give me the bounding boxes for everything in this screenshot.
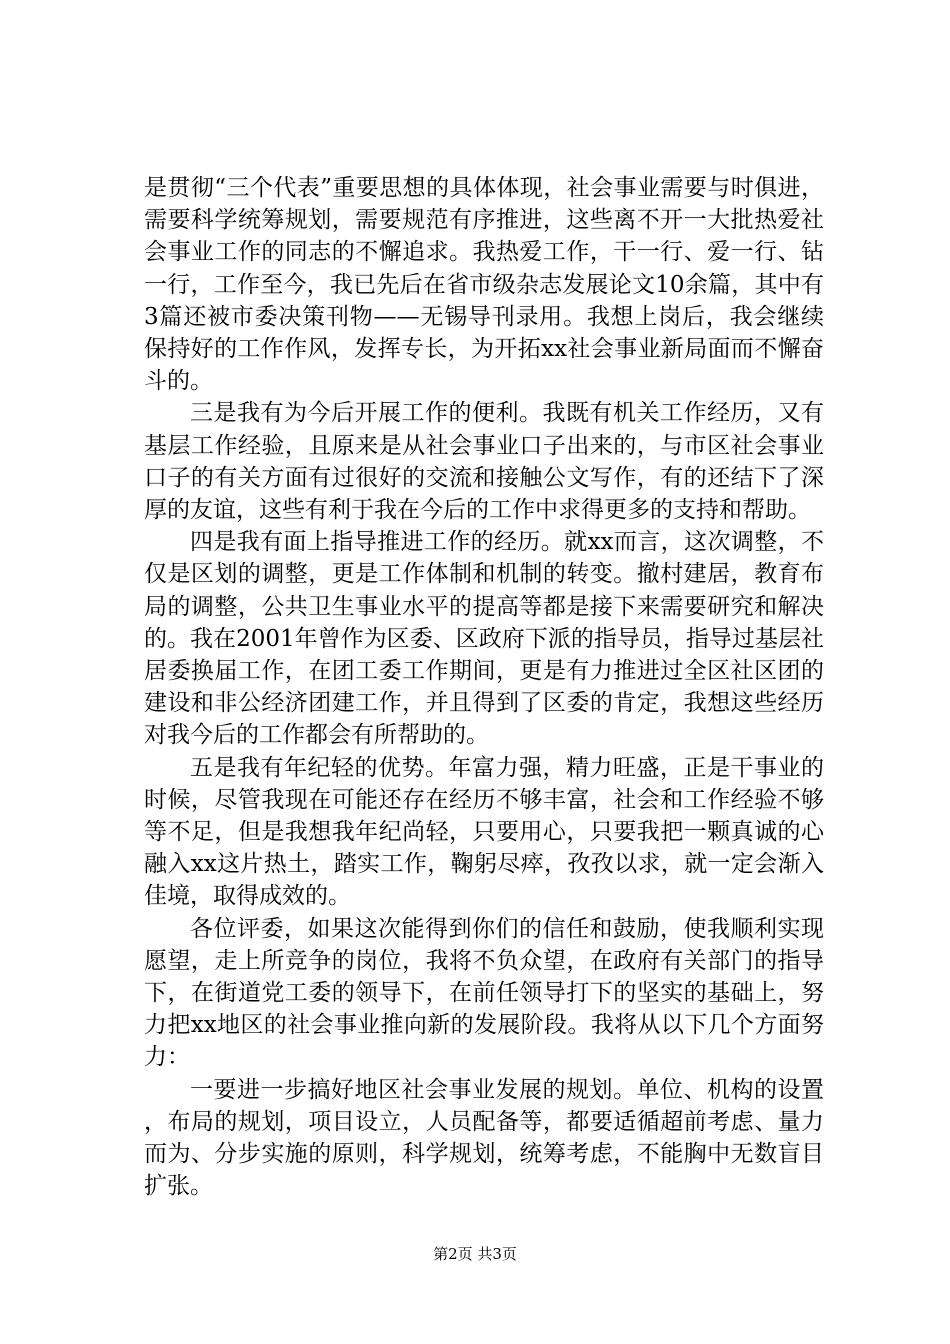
paragraph-2: 三是我有为今后开展工作的便利。我既有机关工作经历，又有基层工作经验，且原来是从社会事业口子出来的，与市区社会事业口子的有关方面有过很好的交流和接触公文写作，有的还结下了深厚的友谊，这些有利于我在今后的工作中求得更多的支持和帮助。 — [144, 400, 824, 524]
paragraph-1: 是贯彻“三个代表”重要思想的具体体现，社会事业需要与时俱进，需要科学统筹规划，需要规范有序推进，这些离不开一大批热爱社会事业工作的同志的不懈追求。我热爱工作，干一行、爱一行、钻一行，工作至今，我已先后在省市级杂志发展论文10余篇，其中有3篇还被市委决策刊物——无锡导刊录用。我想上岗后，我会继续保持好的工作作风，发挥专长，为开拓xx社会事业新局面而不懈奋斗的。 — [144, 175, 824, 395]
document-body — [144, 172, 824, 1203]
paragraph-5: 各位评委，如果这次能得到你们的信任和鼓励，使我顺利实现愿望，走上所竞争的岗位，我将不负众望，在政府有关部门的指导下，在街道党工委的领导下，在前任领导打下的坚实的基础上，努力把xx地区的社会事业推向新的发展阶段。我将从以下几个方面努力： — [144, 915, 824, 1071]
paragraph-6: 一要进一步搞好地区社会事业发展的规划。单位、机构的设置，布局的规划，项目设立，人员配备等，都要适循超前考虑、量力而为、分步实施的原则，科学规划，统筹考虑，不能胸中无数盲目扩张。 — [144, 1076, 824, 1200]
page-number-footer: 第2页 共3页 — [433, 1245, 517, 1263]
paragraph-4: 五是我有年纪轻的优势。年富力强，精力旺盛，正是干事业的时候，尽管我现在可能还存在经历不够丰富，社会和工作经验不够等不足，但是我想我年纪尚轻，只要用心，只要我把一颗真诚的心融入xx这片热土，踏实工作，鞠躬尽瘁，孜孜以求，就一定会渐入佳境，取得成效的。 — [144, 754, 824, 910]
paragraph-3: 四是我有面上指导推进工作的经历。就xx而言，这次调整，不仅是区划的调整，更是工作体制和机制的转变。撤村建居，教育布局的调整，公共卫生事业水平的提高等都是接下来需要研究和解决的。我在2001年曾作为区委、区政府下派的指导员，指导过基层社居委换届工作，在团工委工作期间，更是有力推进过全区社区团的建设和非公经济团建工作，并且得到了区委的肯定，我想这些经历对我今后的工作都会有所帮助的。 — [144, 529, 824, 749]
